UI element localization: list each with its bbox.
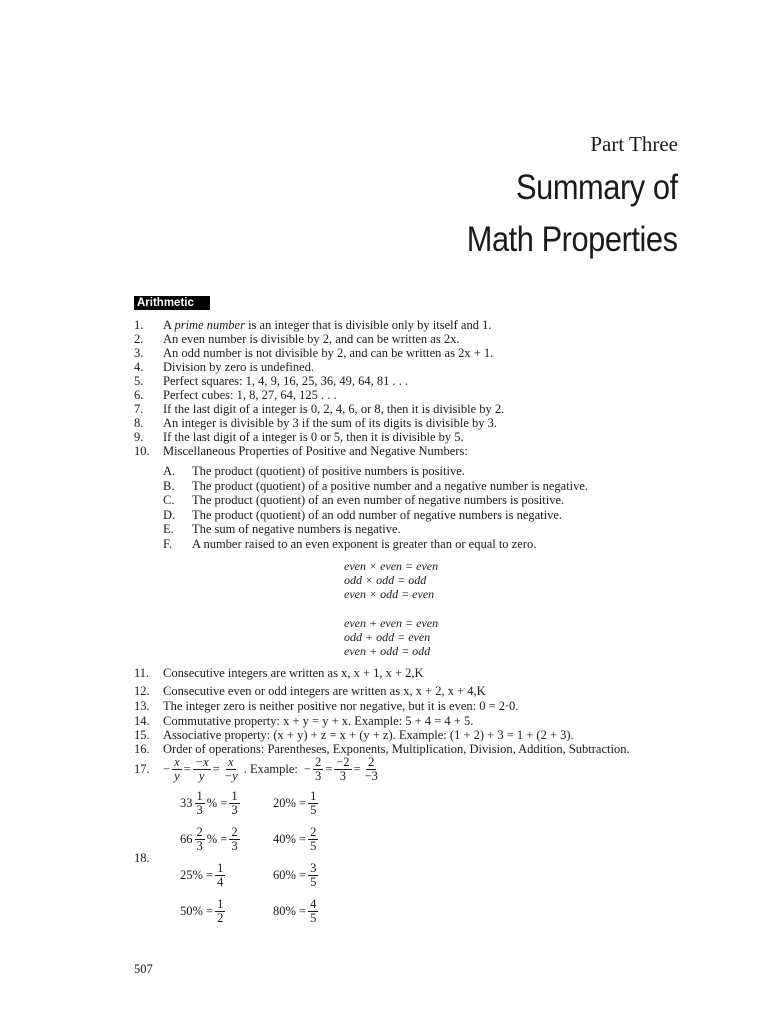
- list-item: [134, 666, 424, 680]
- fraction: [215, 898, 225, 925]
- list-item: [134, 402, 504, 416]
- item-text: Division by zero is undefined.: [163, 360, 315, 374]
- item-number: 17.: [134, 762, 150, 776]
- numerator: 2: [314, 755, 322, 769]
- numerator: 1: [310, 789, 317, 803]
- minus-sign: −: [163, 762, 171, 776]
- fraction: [222, 756, 240, 783]
- item-text: If the last digit of a integer is 0, 2, 4, 6, or 8, then it is divisible by 2.: [163, 402, 505, 416]
- numerator: −2: [336, 755, 350, 769]
- item-text: Associative property: (x + y) + z = x + (y + z). Example: (1 + 2) + 3 = 1 + (2 + 3).: [163, 728, 574, 742]
- sub-item-letter: C.: [163, 493, 175, 507]
- denominator: 3: [314, 769, 322, 783]
- item-text: The integer zero is neither positive nor negative, but it is even: 0 = 2⋅0.: [163, 699, 519, 713]
- percent-label: 50% =: [180, 904, 214, 918]
- equals-sign: =: [183, 762, 191, 776]
- list-item: [134, 728, 574, 742]
- percent-equivalence: [180, 826, 242, 853]
- item-text: An even number is divisible by 2, and can be written as 2x.: [163, 332, 460, 346]
- item-number: 8.: [134, 416, 144, 430]
- equals-sign: =: [353, 762, 361, 776]
- denominator: 5: [310, 875, 317, 889]
- list-item: [134, 684, 486, 698]
- list-item: [134, 318, 491, 332]
- list-item: [134, 346, 493, 360]
- item-number: 11.: [134, 666, 150, 680]
- denominator: 3: [339, 769, 347, 783]
- item-number: 5.: [134, 374, 144, 388]
- numerator: 1: [217, 861, 224, 875]
- denominator: 5: [310, 803, 317, 817]
- list-item: [134, 444, 468, 458]
- fraction: [195, 826, 205, 853]
- numerator: 2: [368, 755, 375, 769]
- sub-item-text: The product (quotient) of an odd number of negative numbers is negative.: [192, 508, 563, 522]
- denominator: 3: [196, 803, 203, 817]
- item-text: Perfect squares: 1, 4, 9, 16, 25, 36, 49, 64, 81 . . .: [163, 374, 409, 388]
- list-item: [134, 388, 337, 402]
- denominator: 5: [310, 911, 317, 925]
- fraction: [334, 756, 351, 783]
- numerator: 3: [310, 861, 317, 875]
- list-item: [134, 714, 473, 728]
- denominator: 2: [217, 911, 224, 925]
- percent-equivalence: [180, 790, 242, 817]
- numerator: 1: [217, 897, 224, 911]
- item-text: Miscellaneous Properties of Positive and Negative Numbers:: [163, 444, 468, 458]
- item-number: 18.: [134, 851, 150, 865]
- numerator: 1: [231, 789, 238, 803]
- item-number: 4.: [134, 360, 144, 374]
- item-number: 9.: [134, 430, 144, 444]
- item-number: 10.: [134, 444, 150, 458]
- sub-list-item: [163, 464, 465, 478]
- item-number: 16.: [134, 742, 150, 756]
- item-text: Consecutive integers are written as x, x + 1, x + 2,K: [163, 666, 424, 680]
- fraction: [308, 862, 318, 889]
- item-text: An odd number is not divisible by 2, and can be written as 2x + 1.: [163, 346, 494, 360]
- item-number: 1.: [134, 318, 144, 332]
- item-number: 6.: [134, 388, 144, 402]
- fraction: [215, 862, 225, 889]
- denominator: 5: [310, 839, 317, 853]
- item-number: 14.: [134, 714, 150, 728]
- denominator: −3: [364, 769, 378, 783]
- parity-rule: odd + odd = even: [344, 630, 431, 644]
- list-item-17: [134, 756, 382, 783]
- item-number: 13.: [134, 699, 150, 713]
- sub-item-letter: E.: [163, 522, 174, 536]
- numerator: x: [227, 755, 234, 769]
- item-number: 3.: [134, 346, 144, 360]
- percent-equivalence: [273, 826, 320, 853]
- parity-rule: even × even = even: [344, 559, 439, 573]
- denominator: y: [198, 769, 205, 783]
- percent-equals: % =: [206, 796, 228, 810]
- percent-label: 80% =: [273, 904, 307, 918]
- denominator: 4: [217, 875, 224, 889]
- equals-sign: =: [212, 762, 220, 776]
- list-item: [134, 416, 497, 430]
- page-title-line2: Math Properties: [467, 220, 678, 259]
- list-item: [134, 742, 630, 756]
- sub-list-item: [163, 493, 564, 507]
- sub-list-item: [163, 522, 401, 536]
- fraction: [363, 756, 380, 783]
- percent-equivalence: [180, 862, 227, 889]
- item-text: An integer is divisible by 3 if the sum of its digits is divisible by 3.: [163, 416, 498, 430]
- list-item: [134, 430, 464, 444]
- item-number: 7.: [134, 402, 144, 416]
- denominator: −y: [223, 769, 238, 783]
- fraction: [172, 756, 182, 783]
- fraction: [193, 756, 211, 783]
- percent-label: 25% =: [180, 868, 214, 882]
- percent-equivalence: [180, 898, 227, 925]
- sub-item-text: The sum of negative numbers is negative.: [192, 522, 401, 536]
- parity-rule: even × odd = even: [344, 587, 435, 601]
- list-item: [134, 374, 408, 388]
- fraction: [229, 826, 239, 853]
- parity-rule: even + even = even: [344, 616, 439, 630]
- item-text: is an integer that is divisible only by itself and 1.: [244, 318, 492, 332]
- sub-item-text: A number raised to an even exponent is greater than or equal to zero.: [192, 537, 537, 551]
- item-emphasis: prime number: [174, 318, 245, 332]
- item-number: 2.: [134, 332, 144, 346]
- whole-part: 66: [180, 832, 193, 846]
- percent-equivalence: [273, 898, 320, 925]
- fraction: [308, 826, 318, 853]
- numerator: 4: [310, 897, 317, 911]
- sub-item-letter: A.: [163, 464, 176, 478]
- list-item: [134, 360, 314, 374]
- numerator: 2: [310, 825, 317, 839]
- sub-item-letter: D.: [163, 508, 176, 522]
- denominator: 3: [231, 803, 238, 817]
- sub-item-text: The product (quotient) of an even number of negative numbers is positive.: [192, 493, 565, 507]
- equals-sign: =: [325, 762, 333, 776]
- numerator: −x: [194, 755, 209, 769]
- part-label: Part Three: [590, 132, 678, 156]
- denominator: 3: [196, 839, 203, 853]
- fraction: [313, 756, 323, 783]
- fraction: [308, 790, 318, 817]
- minus-sign: −: [303, 762, 311, 776]
- item-text: If the last digit of a integer is 0 or 5, then it is divisible by 5.: [163, 430, 464, 444]
- numerator: 1: [196, 789, 203, 803]
- sub-list-item: [163, 508, 562, 522]
- fraction: [229, 790, 239, 817]
- percent-equals: % =: [206, 832, 228, 846]
- sub-list-item: [163, 479, 588, 493]
- whole-part: 33: [180, 796, 193, 810]
- item-number: 12.: [134, 684, 150, 698]
- numerator: 2: [231, 825, 238, 839]
- page-title-line1: Summary of: [516, 168, 678, 207]
- percent-label: 40% =: [273, 832, 307, 846]
- page-number: 507: [134, 962, 153, 976]
- item-text: A: [163, 318, 175, 332]
- list-item: [134, 332, 459, 346]
- section-badge: Arithmetic: [134, 296, 210, 310]
- item-number: 15.: [134, 728, 150, 742]
- item-text: Consecutive even or odd integers are written as x, x + 2, x + 4,K: [163, 684, 486, 698]
- fraction: [195, 790, 205, 817]
- sub-item-letter: F.: [163, 537, 173, 551]
- percent-label: 20% =: [273, 796, 307, 810]
- denominator: y: [174, 769, 180, 783]
- item-text: Order of operations: Parentheses, Exponents, Multiplication, Division, Addition, Subtraction.: [163, 742, 630, 756]
- percent-equivalence: [273, 862, 320, 889]
- percent-label: 60% =: [273, 868, 307, 882]
- sub-item-text: The product (quotient) of a positive number and a negative number is negative.: [192, 479, 589, 493]
- example-label: . Example:: [243, 762, 298, 776]
- sub-item-text: The product (quotient) of positive numbers is positive.: [192, 464, 465, 478]
- numerator: x: [174, 755, 180, 769]
- sub-list-item: [163, 537, 536, 551]
- denominator: 3: [231, 839, 238, 853]
- fraction: [308, 898, 318, 925]
- percent-equivalence: [273, 790, 320, 817]
- parity-rule: odd × odd = odd: [344, 573, 427, 587]
- list-item: [134, 699, 518, 713]
- sub-item-letter: B.: [163, 479, 175, 493]
- item-text: Commutative property: x + y = y + x. Example: 5 + 4 = 4 + 5.: [163, 714, 474, 728]
- numerator: 2: [196, 825, 203, 839]
- parity-rule: even + odd = odd: [344, 644, 431, 658]
- item-text: Perfect cubes: 1, 8, 27, 64, 125 . . .: [163, 388, 337, 402]
